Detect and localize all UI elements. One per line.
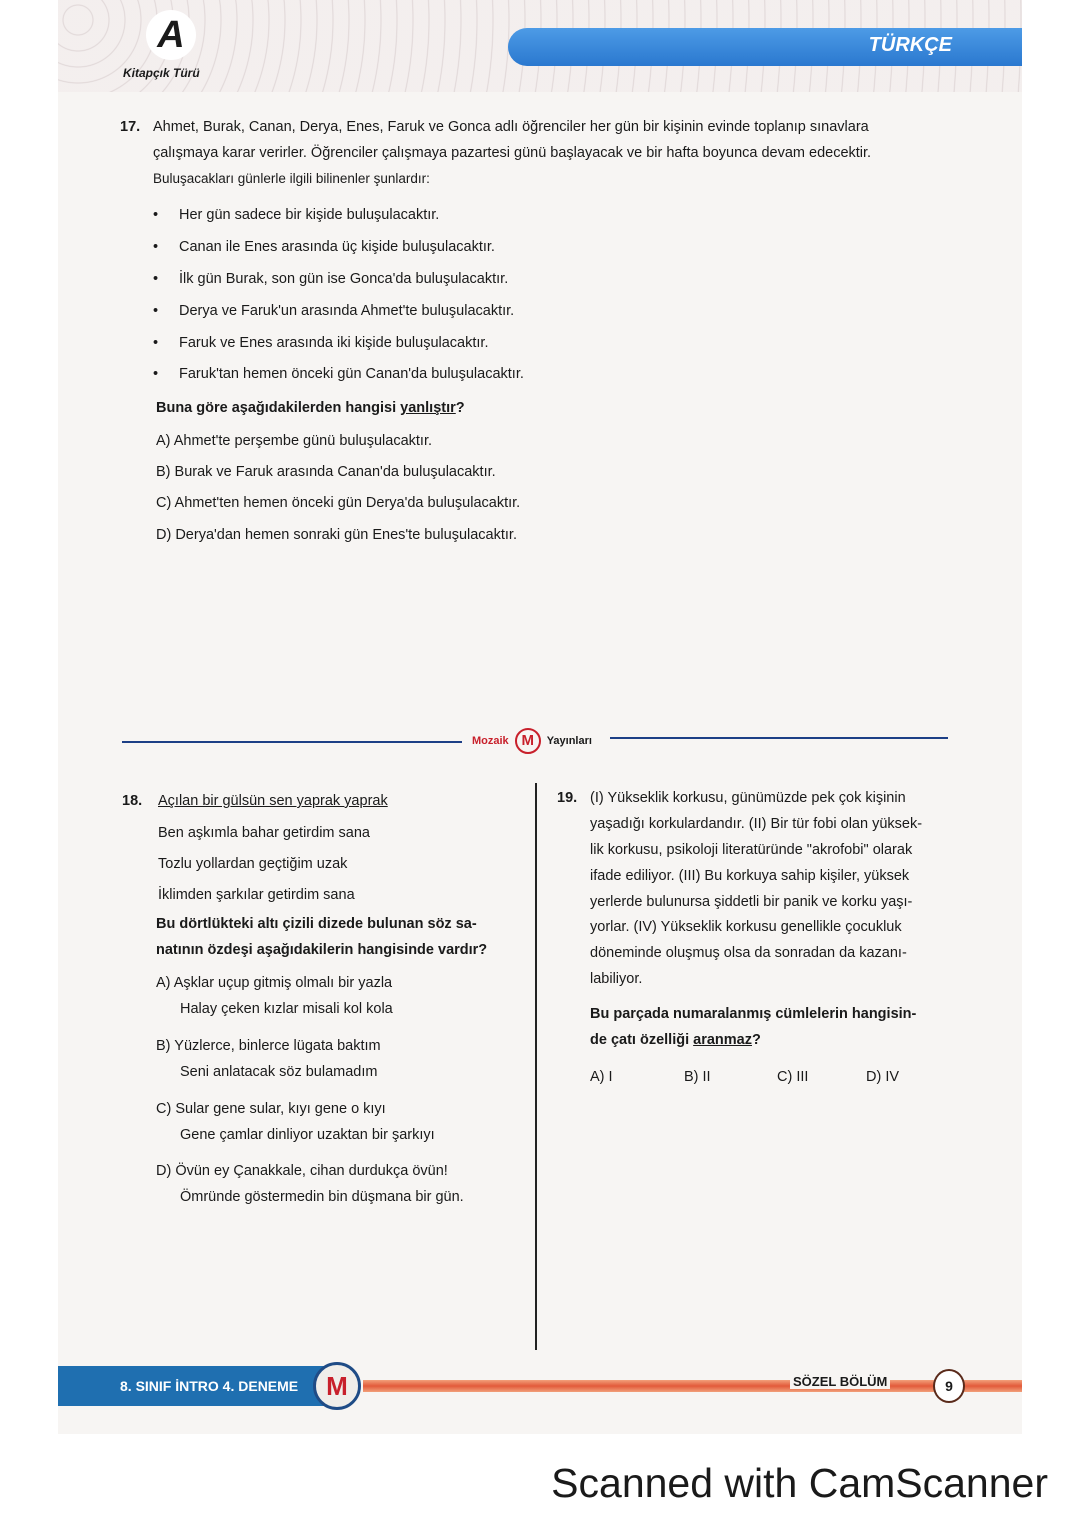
- q17-option-b[interactable]: B) Burak ve Faruk arasında Canan'da buluşulacaktır.: [156, 464, 496, 480]
- q18-option-c[interactable]: C) Sular gene sular, kıyı gene o kıyı Gene çamlar dinliyor uzaktan bir şarkıyı: [156, 1101, 435, 1143]
- q17-bullet: • Derya ve Faruk'un arasında Ahmet'te buluşulacaktır.: [153, 303, 515, 319]
- q19-question-1: Bu parçada numaralanmış cümlelerin hangisin-: [590, 1006, 917, 1022]
- q17-option-c[interactable]: C) Ahmet'ten hemen önceki gün Derya'da buluşulacaktır.: [156, 495, 521, 511]
- q18-line-underlined: Açılan bir gülsün sen yaprak yaprak: [158, 793, 388, 809]
- q18-line: Tozlu yollardan geçtiğim uzak: [158, 856, 348, 872]
- footer-stripe: [363, 1380, 1022, 1392]
- q19-option-b[interactable]: B) II: [684, 1069, 711, 1085]
- q19-line: (I) Yükseklik korkusu, günümüzde pek çok kişinin: [590, 790, 906, 806]
- camscanner-watermark: Scanned with CamScanner: [551, 1460, 1048, 1506]
- q19-line: labiliyor.: [590, 971, 643, 987]
- q17-bullet: • Canan ile Enes arasında üç kişide buluşulacaktır.: [153, 239, 495, 255]
- q17-bullet: • Faruk'tan hemen önceki gün Canan'da buluşulacaktır.: [153, 366, 524, 382]
- column-divider: [535, 783, 537, 1350]
- q17-stem-2: çalışmaya karar verirler. Öğrenciler çalışmaya pazartesi günü başlayacak ve bir hafta boyunca devam edecektir.: [153, 145, 872, 161]
- q17-option-d[interactable]: D) Derya'dan hemen sonraki gün Enes'te buluşulacaktır.: [156, 527, 517, 543]
- q19-line: yerlerde bulunursa şiddetli bir panik ve korku yaşı-: [590, 894, 913, 910]
- q18-question-1: Bu dörtlükteki altı çizili dizede bulunan söz sa-: [156, 916, 477, 932]
- q18-option-b[interactable]: B) Yüzlerce, binlerce lügata baktım Seni anlatacak söz bulamadım: [156, 1038, 381, 1080]
- divider-right: [610, 737, 948, 739]
- q17-bullet: • İlk gün Burak, son gün ise Gonca'da buluşulacaktır.: [153, 271, 509, 287]
- page-number: 9: [933, 1369, 965, 1403]
- q17-option-a[interactable]: A) Ahmet'te perşembe günü buluşulacaktır.: [156, 433, 433, 449]
- divider-left: [122, 741, 462, 743]
- q19-line: lik korkusu, psikoloji literatüründe "akrofobi" olarak: [590, 842, 913, 858]
- q19-option-c[interactable]: C) III: [777, 1069, 809, 1085]
- q17-bullet: • Faruk ve Enes arasında iki kişide buluşulacaktır.: [153, 335, 489, 351]
- exam-title: 8. SINIF İNTRO 4. DENEME: [58, 1366, 358, 1406]
- booklet-label: Kitapçık Türü: [123, 66, 200, 80]
- q18-question-2: natının özdeşi aşağıdakilerin hangisinde vardır?: [156, 942, 488, 958]
- q18-line: Ben aşkımla bahar getirdim sana: [158, 825, 370, 841]
- footer: [58, 1362, 1022, 1410]
- q19-line: ifade ediliyor. (III) Bu korkuya sahip kişiler, yüksek: [590, 868, 910, 884]
- q19-line: yaşadığı korkulardandır. (II) Bir tür fobi olan yüksek-: [590, 816, 923, 832]
- q19-option-a[interactable]: A) I: [590, 1069, 613, 1085]
- q17-bullet: • Her gün sadece bir kişide buluşulacaktır.: [153, 207, 440, 223]
- subject-banner: TÜRKÇE: [508, 28, 1022, 66]
- q18-line: İklimden şarkılar getirdim sana: [158, 887, 355, 903]
- q18-option-a[interactable]: A) Aşklar uçup gitmiş olmalı bir yazla Halay çeken kızlar misali kol kola: [156, 975, 393, 1017]
- q19-number: 19.: [557, 790, 578, 806]
- q19-option-d[interactable]: D) IV: [866, 1069, 900, 1085]
- q17-stem-1: Ahmet, Burak, Canan, Derya, Enes, Faruk ve Gonca adlı öğrenciler her gün bir kişinin evinde toplanıp sınavlara: [153, 119, 869, 135]
- q17-stem-3: Buluşacakları günlerle ilgili bilinenler şunlardır:: [153, 171, 430, 186]
- q19-line: yorlar. (IV) Yükseklik korkusu genellikle çocukluk: [590, 919, 902, 935]
- q19-line: döneminde oluşmuş olsa da sonradan da kazanı-: [590, 945, 907, 961]
- q18-number: 18.: [122, 793, 143, 809]
- footer-logo: M: [313, 1362, 361, 1410]
- q19-question-2: de çatı özelliği aranmaz?: [590, 1032, 761, 1048]
- publisher-logo: Mozaik M Yayınları: [472, 728, 592, 754]
- q17-question: Buna göre aşağıdakilerden hangisi yanlıştır?: [156, 400, 465, 416]
- q18-option-d[interactable]: D) Övün ey Çanakkale, cihan durdukça övün! Ömründe göstermedin bin düşmana bir gün.: [156, 1163, 464, 1205]
- booklet-letter: A: [146, 10, 196, 60]
- section-label: SÖZEL BÖLÜM: [790, 1374, 890, 1389]
- q17-number: 17.: [120, 119, 141, 135]
